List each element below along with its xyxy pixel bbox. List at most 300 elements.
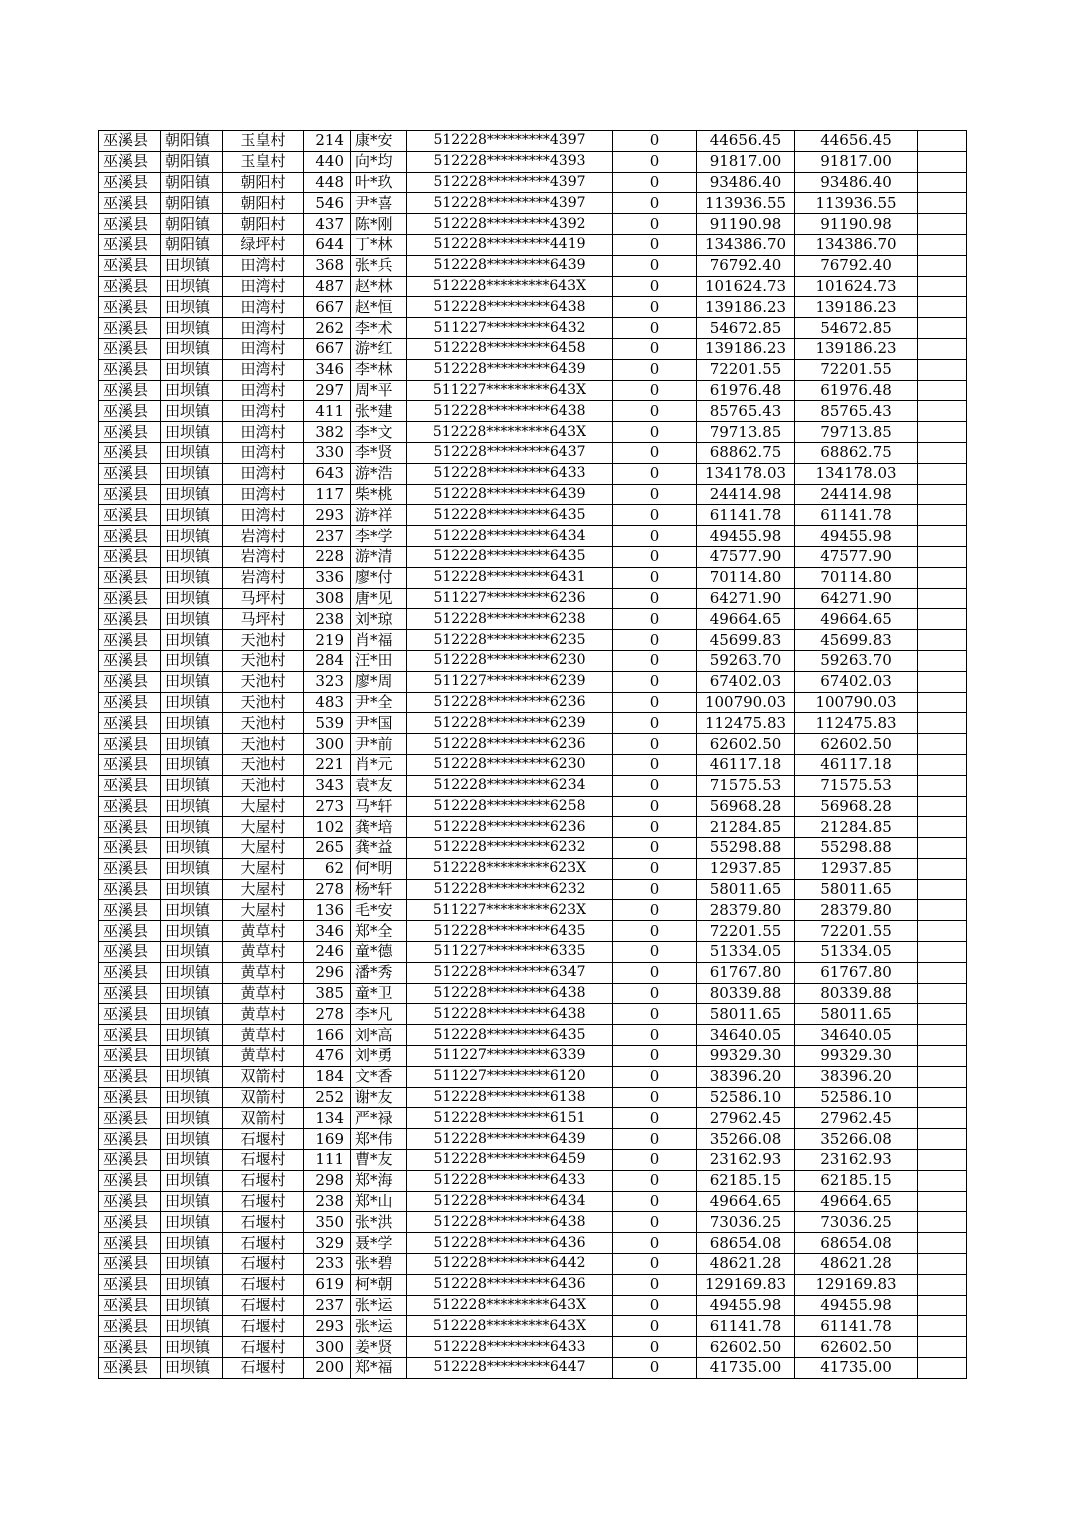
- amount-cell: 91190.98: [697, 214, 795, 235]
- amount-cell: 62185.15: [697, 1170, 795, 1191]
- remark-cell: [918, 505, 967, 526]
- village-cell: 绿坪村: [223, 234, 304, 255]
- table-row: [99, 546, 967, 567]
- area-cell: 476: [304, 1046, 351, 1067]
- remark-cell: [918, 734, 967, 755]
- town-cell: 田坝镇: [161, 754, 223, 775]
- county-cell: 巫溪县: [99, 983, 161, 1004]
- total-amount-cell: 46117.18: [795, 754, 918, 775]
- id-number-cell: 512228*********643X: [407, 1295, 613, 1316]
- id-number-cell: 512228*********6434: [407, 526, 613, 547]
- county-cell: 巫溪县: [99, 463, 161, 484]
- village-cell: 黄草村: [223, 1046, 304, 1067]
- table-row: [99, 1316, 967, 1337]
- town-cell: 田坝镇: [161, 650, 223, 671]
- area-cell: 246: [304, 942, 351, 963]
- county-cell: 巫溪县: [99, 1233, 161, 1254]
- remark-cell: [918, 422, 967, 443]
- total-amount-cell: 61141.78: [795, 1316, 918, 1337]
- town-cell: 田坝镇: [161, 1087, 223, 1108]
- town-cell: 田坝镇: [161, 1170, 223, 1191]
- zero-cell: 0: [613, 1004, 697, 1025]
- village-cell: 大屋村: [223, 858, 304, 879]
- area-cell: 329: [304, 1233, 351, 1254]
- table-row: [99, 318, 967, 339]
- remark-cell: [918, 1295, 967, 1316]
- amount-cell: 58011.65: [697, 879, 795, 900]
- name-cell: 刘*高: [351, 1025, 407, 1046]
- table-row: [99, 401, 967, 422]
- total-amount-cell: 59263.70: [795, 650, 918, 671]
- id-number-cell: 512228*********6437: [407, 442, 613, 463]
- town-cell: 田坝镇: [161, 338, 223, 359]
- amount-cell: 139186.23: [697, 297, 795, 318]
- area-cell: 238: [304, 1191, 351, 1212]
- village-cell: 石堰村: [223, 1274, 304, 1295]
- town-cell: 田坝镇: [161, 879, 223, 900]
- area-cell: 350: [304, 1212, 351, 1233]
- county-cell: 巫溪县: [99, 692, 161, 713]
- id-number-cell: 512228*********6230: [407, 650, 613, 671]
- name-cell: 谢*友: [351, 1087, 407, 1108]
- remark-cell: [918, 942, 967, 963]
- zero-cell: 0: [613, 858, 697, 879]
- town-cell: 田坝镇: [161, 380, 223, 401]
- id-number-cell: 512228*********6236: [407, 817, 613, 838]
- name-cell: 游*浩: [351, 463, 407, 484]
- id-number-cell: 512228*********6436: [407, 1274, 613, 1295]
- name-cell: 童*卫: [351, 983, 407, 1004]
- table-row: [99, 442, 967, 463]
- town-cell: 田坝镇: [161, 1295, 223, 1316]
- amount-cell: 76792.40: [697, 255, 795, 276]
- total-amount-cell: 27962.45: [795, 1108, 918, 1129]
- total-amount-cell: 58011.65: [795, 1004, 918, 1025]
- amount-cell: 99329.30: [697, 1046, 795, 1067]
- town-cell: 田坝镇: [161, 858, 223, 879]
- name-cell: 叶*玖: [351, 172, 407, 193]
- town-cell: 田坝镇: [161, 1316, 223, 1337]
- zero-cell: 0: [613, 359, 697, 380]
- id-number-cell: 512228*********6439: [407, 1129, 613, 1150]
- table-row: [99, 297, 967, 318]
- total-amount-cell: 76792.40: [795, 255, 918, 276]
- table-row: [99, 879, 967, 900]
- town-cell: 田坝镇: [161, 297, 223, 318]
- id-number-cell: 512228*********6439: [407, 484, 613, 505]
- remark-cell: [918, 380, 967, 401]
- area-cell: 233: [304, 1254, 351, 1275]
- village-cell: 天池村: [223, 650, 304, 671]
- zero-cell: 0: [613, 713, 697, 734]
- area-cell: 278: [304, 879, 351, 900]
- name-cell: 廖*付: [351, 567, 407, 588]
- table-row: [99, 900, 967, 921]
- county-cell: 巫溪县: [99, 1129, 161, 1150]
- town-cell: 田坝镇: [161, 318, 223, 339]
- town-cell: 朝阳镇: [161, 172, 223, 193]
- name-cell: 童*德: [351, 942, 407, 963]
- remark-cell: [918, 1129, 967, 1150]
- area-cell: 437: [304, 214, 351, 235]
- total-amount-cell: 134386.70: [795, 234, 918, 255]
- amount-cell: 56968.28: [697, 796, 795, 817]
- zero-cell: 0: [613, 214, 697, 235]
- area-cell: 273: [304, 796, 351, 817]
- area-cell: 102: [304, 817, 351, 838]
- name-cell: 马*轩: [351, 796, 407, 817]
- amount-cell: 59263.70: [697, 650, 795, 671]
- county-cell: 巫溪县: [99, 1087, 161, 1108]
- table-row: [99, 775, 967, 796]
- id-number-cell: 512228*********6230: [407, 754, 613, 775]
- village-cell: 大屋村: [223, 838, 304, 859]
- id-number-cell: 512228*********6151: [407, 1108, 613, 1129]
- county-cell: 巫溪县: [99, 297, 161, 318]
- village-cell: 天池村: [223, 734, 304, 755]
- name-cell: 李*凡: [351, 1004, 407, 1025]
- county-cell: 巫溪县: [99, 734, 161, 755]
- total-amount-cell: 112475.83: [795, 713, 918, 734]
- table-row: [99, 151, 967, 172]
- area-cell: 346: [304, 359, 351, 380]
- amount-cell: 49664.65: [697, 1191, 795, 1212]
- amount-cell: 27962.45: [697, 1108, 795, 1129]
- id-number-cell: 512228*********4397: [407, 172, 613, 193]
- remark-cell: [918, 546, 967, 567]
- town-cell: 田坝镇: [161, 484, 223, 505]
- total-amount-cell: 12937.85: [795, 858, 918, 879]
- town-cell: 田坝镇: [161, 1191, 223, 1212]
- name-cell: 郑*福: [351, 1358, 407, 1379]
- table-row: [99, 1358, 967, 1379]
- zero-cell: 0: [613, 567, 697, 588]
- table-row: [99, 1295, 967, 1316]
- remark-cell: [918, 775, 967, 796]
- zero-cell: 0: [613, 983, 697, 1004]
- name-cell: 陈*刚: [351, 214, 407, 235]
- town-cell: 田坝镇: [161, 526, 223, 547]
- amount-cell: 49455.98: [697, 526, 795, 547]
- remark-cell: [918, 1066, 967, 1087]
- amount-cell: 100790.03: [697, 692, 795, 713]
- village-cell: 黄草村: [223, 1025, 304, 1046]
- name-cell: 郑*海: [351, 1170, 407, 1191]
- name-cell: 聂*学: [351, 1233, 407, 1254]
- zero-cell: 0: [613, 338, 697, 359]
- id-number-cell: 512228*********6431: [407, 567, 613, 588]
- remark-cell: [918, 1087, 967, 1108]
- total-amount-cell: 129169.83: [795, 1274, 918, 1295]
- amount-cell: 51334.05: [697, 942, 795, 963]
- id-number-cell: 512228*********6239: [407, 713, 613, 734]
- table-row: [99, 1087, 967, 1108]
- area-cell: 166: [304, 1025, 351, 1046]
- area-cell: 343: [304, 775, 351, 796]
- zero-cell: 0: [613, 1066, 697, 1087]
- village-cell: 岩湾村: [223, 567, 304, 588]
- total-amount-cell: 49664.65: [795, 1191, 918, 1212]
- town-cell: 田坝镇: [161, 276, 223, 297]
- village-cell: 天池村: [223, 630, 304, 651]
- zero-cell: 0: [613, 900, 697, 921]
- amount-cell: 67402.03: [697, 671, 795, 692]
- village-cell: 田湾村: [223, 380, 304, 401]
- remark-cell: [918, 1108, 967, 1129]
- county-cell: 巫溪县: [99, 588, 161, 609]
- id-number-cell: 512228*********6435: [407, 921, 613, 942]
- id-number-cell: 512228*********4392: [407, 214, 613, 235]
- remark-cell: [918, 1316, 967, 1337]
- total-amount-cell: 93486.40: [795, 172, 918, 193]
- zero-cell: 0: [613, 422, 697, 443]
- village-cell: 玉皇村: [223, 131, 304, 152]
- total-amount-cell: 67402.03: [795, 671, 918, 692]
- zero-cell: 0: [613, 650, 697, 671]
- county-cell: 巫溪县: [99, 1150, 161, 1171]
- remark-cell: [918, 858, 967, 879]
- data-table: [98, 130, 967, 1379]
- county-cell: 巫溪县: [99, 1191, 161, 1212]
- table-row: [99, 1150, 967, 1171]
- amount-cell: 58011.65: [697, 1004, 795, 1025]
- amount-cell: 54672.85: [697, 318, 795, 339]
- table-row: [99, 214, 967, 235]
- zero-cell: 0: [613, 838, 697, 859]
- village-cell: 石堰村: [223, 1254, 304, 1275]
- area-cell: 448: [304, 172, 351, 193]
- village-cell: 天池村: [223, 754, 304, 775]
- zero-cell: 0: [613, 546, 697, 567]
- amount-cell: 44656.45: [697, 131, 795, 152]
- county-cell: 巫溪县: [99, 962, 161, 983]
- county-cell: 巫溪县: [99, 942, 161, 963]
- county-cell: 巫溪县: [99, 1004, 161, 1025]
- county-cell: 巫溪县: [99, 713, 161, 734]
- village-cell: 黄草村: [223, 962, 304, 983]
- total-amount-cell: 99329.30: [795, 1046, 918, 1067]
- remark-cell: [918, 463, 967, 484]
- remark-cell: [918, 1150, 967, 1171]
- area-cell: 667: [304, 338, 351, 359]
- county-cell: 巫溪县: [99, 1337, 161, 1358]
- zero-cell: 0: [613, 442, 697, 463]
- village-cell: 石堰村: [223, 1316, 304, 1337]
- area-cell: 62: [304, 858, 351, 879]
- id-number-cell: 512228*********6436: [407, 1233, 613, 1254]
- town-cell: 田坝镇: [161, 796, 223, 817]
- village-cell: 石堰村: [223, 1212, 304, 1233]
- total-amount-cell: 72201.55: [795, 359, 918, 380]
- name-cell: 丁*林: [351, 234, 407, 255]
- village-cell: 大屋村: [223, 817, 304, 838]
- table-row: [99, 193, 967, 214]
- table-row: [99, 1025, 967, 1046]
- village-cell: 朝阳村: [223, 172, 304, 193]
- id-number-cell: 512228*********6435: [407, 546, 613, 567]
- total-amount-cell: 70114.80: [795, 567, 918, 588]
- zero-cell: 0: [613, 692, 697, 713]
- county-cell: 巫溪县: [99, 1316, 161, 1337]
- name-cell: 姜*贤: [351, 1337, 407, 1358]
- county-cell: 巫溪县: [99, 838, 161, 859]
- amount-cell: 134386.70: [697, 234, 795, 255]
- county-cell: 巫溪县: [99, 442, 161, 463]
- zero-cell: 0: [613, 380, 697, 401]
- name-cell: 尹*全: [351, 692, 407, 713]
- name-cell: 刘*勇: [351, 1046, 407, 1067]
- table-row: [99, 983, 967, 1004]
- amount-cell: 101624.73: [697, 276, 795, 297]
- county-cell: 巫溪县: [99, 380, 161, 401]
- amount-cell: 79713.85: [697, 422, 795, 443]
- remark-cell: [918, 962, 967, 983]
- name-cell: 张*洪: [351, 1212, 407, 1233]
- area-cell: 297: [304, 380, 351, 401]
- village-cell: 岩湾村: [223, 526, 304, 547]
- amount-cell: 68654.08: [697, 1233, 795, 1254]
- id-number-cell: 512228*********6235: [407, 630, 613, 651]
- town-cell: 田坝镇: [161, 775, 223, 796]
- town-cell: 田坝镇: [161, 609, 223, 630]
- name-cell: 曹*友: [351, 1150, 407, 1171]
- id-number-cell: 512228*********6236: [407, 692, 613, 713]
- zero-cell: 0: [613, 1129, 697, 1150]
- zero-cell: 0: [613, 276, 697, 297]
- total-amount-cell: 41735.00: [795, 1358, 918, 1379]
- total-amount-cell: 71575.53: [795, 775, 918, 796]
- area-cell: 284: [304, 650, 351, 671]
- county-cell: 巫溪县: [99, 151, 161, 172]
- village-cell: 黄草村: [223, 921, 304, 942]
- village-cell: 田湾村: [223, 484, 304, 505]
- amount-cell: 55298.88: [697, 838, 795, 859]
- town-cell: 田坝镇: [161, 1046, 223, 1067]
- total-amount-cell: 35266.08: [795, 1129, 918, 1150]
- id-number-cell: 511227*********6120: [407, 1066, 613, 1087]
- remark-cell: [918, 1254, 967, 1275]
- name-cell: 游*祥: [351, 505, 407, 526]
- town-cell: 朝阳镇: [161, 234, 223, 255]
- total-amount-cell: 52586.10: [795, 1087, 918, 1108]
- remark-cell: [918, 131, 967, 152]
- area-cell: 643: [304, 463, 351, 484]
- name-cell: 杨*轩: [351, 879, 407, 900]
- total-amount-cell: 113936.55: [795, 193, 918, 214]
- name-cell: 赵*恒: [351, 297, 407, 318]
- table-row: [99, 838, 967, 859]
- zero-cell: 0: [613, 942, 697, 963]
- amount-cell: 93486.40: [697, 172, 795, 193]
- amount-cell: 21284.85: [697, 817, 795, 838]
- zero-cell: 0: [613, 588, 697, 609]
- name-cell: 尹*国: [351, 713, 407, 734]
- zero-cell: 0: [613, 172, 697, 193]
- zero-cell: 0: [613, 754, 697, 775]
- area-cell: 487: [304, 276, 351, 297]
- county-cell: 巫溪县: [99, 1046, 161, 1067]
- amount-cell: 61141.78: [697, 1316, 795, 1337]
- town-cell: 朝阳镇: [161, 193, 223, 214]
- town-cell: 田坝镇: [161, 463, 223, 484]
- total-amount-cell: 85765.43: [795, 401, 918, 422]
- name-cell: 龚*培: [351, 817, 407, 838]
- total-amount-cell: 38396.20: [795, 1066, 918, 1087]
- name-cell: 郑*全: [351, 921, 407, 942]
- county-cell: 巫溪县: [99, 1212, 161, 1233]
- table-row: [99, 1254, 967, 1275]
- town-cell: 朝阳镇: [161, 214, 223, 235]
- total-amount-cell: 56968.28: [795, 796, 918, 817]
- remark-cell: [918, 1191, 967, 1212]
- total-amount-cell: 80339.88: [795, 983, 918, 1004]
- zero-cell: 0: [613, 1087, 697, 1108]
- area-cell: 136: [304, 900, 351, 921]
- id-number-cell: 512228*********4397: [407, 193, 613, 214]
- remark-cell: [918, 234, 967, 255]
- area-cell: 296: [304, 962, 351, 983]
- total-amount-cell: 61976.48: [795, 380, 918, 401]
- county-cell: 巫溪县: [99, 131, 161, 152]
- table-row: [99, 338, 967, 359]
- village-cell: 朝阳村: [223, 214, 304, 235]
- remark-cell: [918, 297, 967, 318]
- total-amount-cell: 68654.08: [795, 1233, 918, 1254]
- total-amount-cell: 134178.03: [795, 463, 918, 484]
- name-cell: 尹*喜: [351, 193, 407, 214]
- id-number-cell: 511227*********6239: [407, 671, 613, 692]
- table-row: [99, 671, 967, 692]
- total-amount-cell: 91190.98: [795, 214, 918, 235]
- town-cell: 田坝镇: [161, 1129, 223, 1150]
- area-cell: 644: [304, 234, 351, 255]
- zero-cell: 0: [613, 151, 697, 172]
- id-number-cell: 511227*********643X: [407, 380, 613, 401]
- village-cell: 岩湾村: [223, 546, 304, 567]
- table-row: [99, 1191, 967, 1212]
- zero-cell: 0: [613, 297, 697, 318]
- village-cell: 石堰村: [223, 1295, 304, 1316]
- town-cell: 田坝镇: [161, 505, 223, 526]
- zero-cell: 0: [613, 401, 697, 422]
- zero-cell: 0: [613, 193, 697, 214]
- village-cell: 双箭村: [223, 1108, 304, 1129]
- id-number-cell: 512228*********6232: [407, 879, 613, 900]
- village-cell: 黄草村: [223, 942, 304, 963]
- id-number-cell: 511227*********6339: [407, 1046, 613, 1067]
- name-cell: 游*清: [351, 546, 407, 567]
- remark-cell: [918, 630, 967, 651]
- town-cell: 田坝镇: [161, 546, 223, 567]
- remark-cell: [918, 817, 967, 838]
- village-cell: 石堰村: [223, 1358, 304, 1379]
- table-row: [99, 734, 967, 755]
- total-amount-cell: 48621.28: [795, 1254, 918, 1275]
- total-amount-cell: 100790.03: [795, 692, 918, 713]
- total-amount-cell: 58011.65: [795, 879, 918, 900]
- name-cell: 李*林: [351, 359, 407, 380]
- id-number-cell: 512228*********6435: [407, 505, 613, 526]
- area-cell: 323: [304, 671, 351, 692]
- name-cell: 潘*秀: [351, 962, 407, 983]
- total-amount-cell: 24414.98: [795, 484, 918, 505]
- county-cell: 巫溪县: [99, 318, 161, 339]
- area-cell: 300: [304, 734, 351, 755]
- zero-cell: 0: [613, 1108, 697, 1129]
- name-cell: 张*建: [351, 401, 407, 422]
- village-cell: 田湾村: [223, 255, 304, 276]
- zero-cell: 0: [613, 1274, 697, 1295]
